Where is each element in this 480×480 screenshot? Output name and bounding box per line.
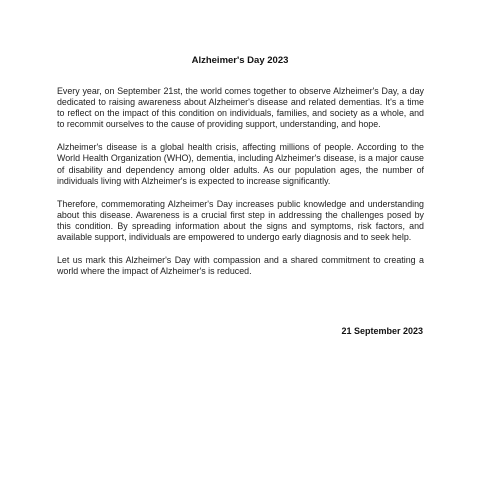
document-title: Alzheimer's Day 2023: [191, 55, 289, 66]
paragraph-closing: Let us mark this Alzheimer's Day with compassion and a shared commitment to creating a world where the impact of Alzheimer's is reduced.: [57, 255, 424, 277]
document-date: 21 September 2023: [341, 326, 423, 336]
paragraph-health-crisis: Alzheimer's disease is a global health crisis, affecting millions of people. According to the World Health Organization (WHO), dementia, including Alzheimer's disease, is a major cause of disability and dependency among older adults. As our population ages, the number of individuals living with Alzheimer's is expected to increase significantly.: [57, 142, 424, 186]
paragraph-intro: Every year, on September 21st, the world comes together to observe Alzheimer's Day, a day dedicated to raising awareness about Alzheimer's disease and related dementias. It's a time to reflect on the impact of this condition on individuals, families, and society as a whole, and to recommit ourselves to the cause of providing support, understanding, and hope.: [57, 86, 424, 130]
document-body: [57, 86, 424, 277]
paragraph-awareness: Therefore, commemorating Alzheimer's Day increases public knowledge and understanding about this disease. Awareness is a crucial first step in addressing the challenges posed by this condition. By spreading information about the signs and symptoms, risk factors, and available support, individuals are empowered to undergo early diagnosis and to seek help.: [57, 198, 424, 243]
